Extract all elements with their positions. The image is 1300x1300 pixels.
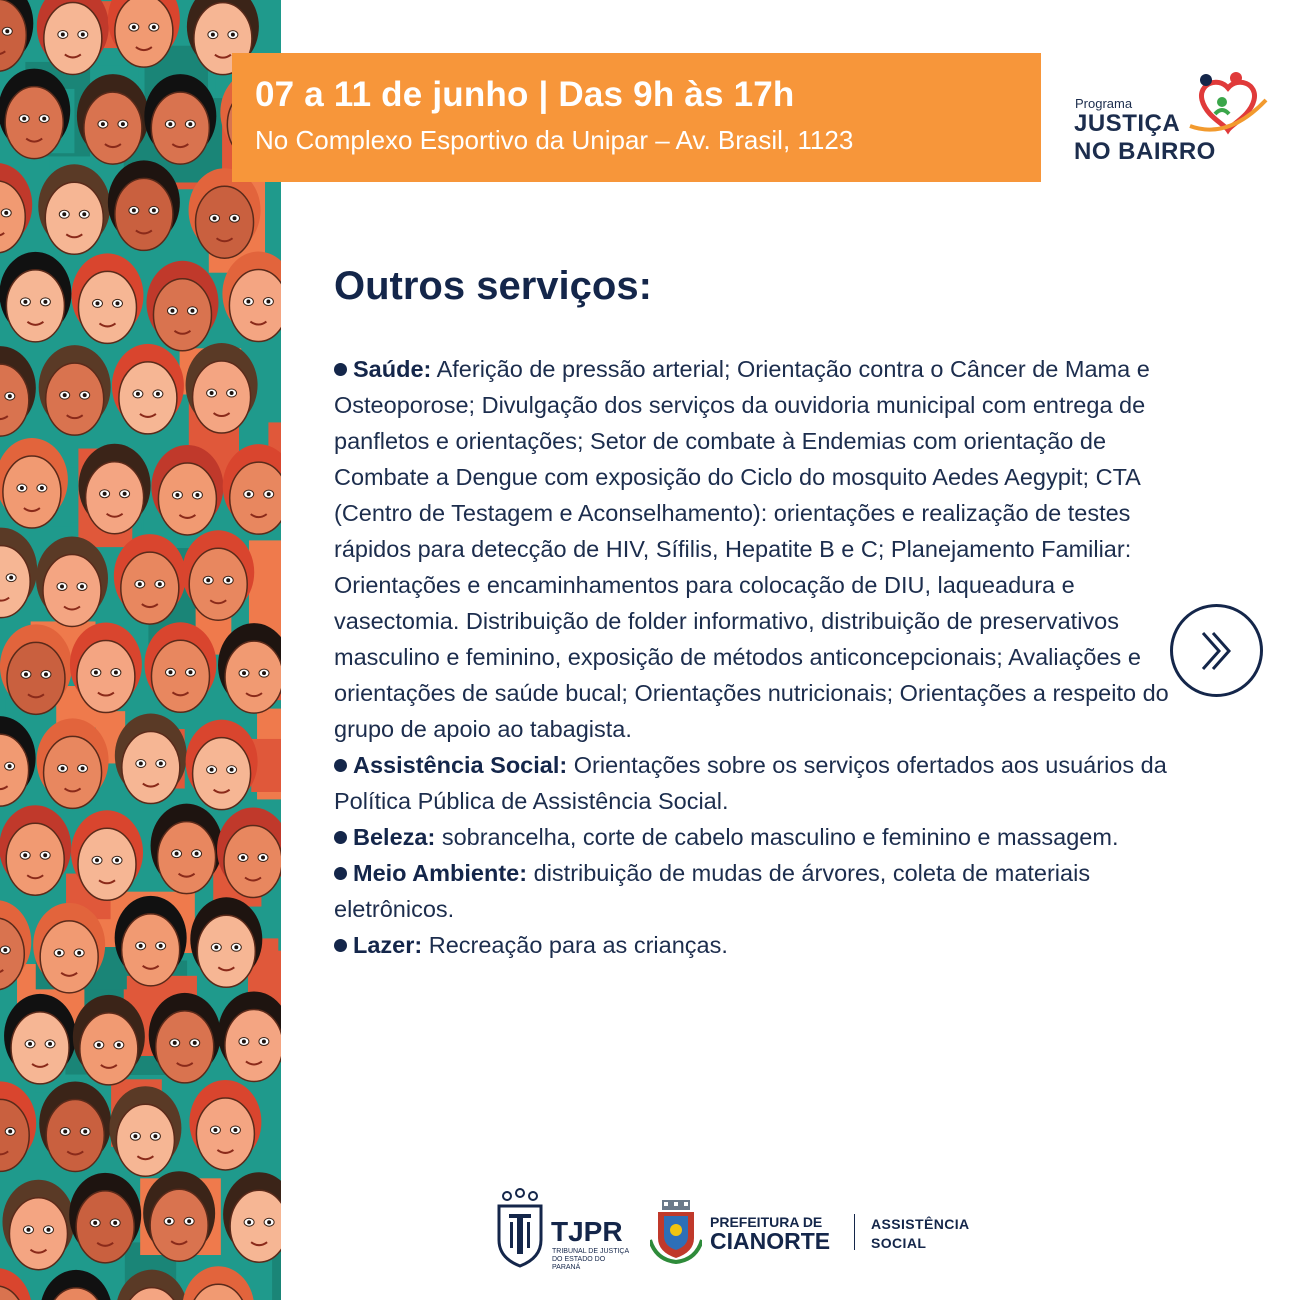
crowd-pupil — [167, 1219, 171, 1223]
crowd-face — [77, 641, 135, 713]
crowd-pupil — [3, 948, 7, 952]
crowd-face — [86, 462, 144, 534]
crowd-pupil — [23, 853, 27, 857]
crowd-pupil — [132, 208, 136, 212]
crowd-face — [229, 270, 281, 342]
crowd-pupil — [195, 852, 199, 856]
crowd-pupil — [83, 1129, 87, 1133]
crowd-pupil — [95, 301, 99, 305]
crowd-face — [189, 548, 247, 620]
cianorte-label: CIANORTE — [710, 1228, 831, 1254]
crowd-pupil — [139, 762, 143, 766]
crowd-pupil — [233, 1128, 237, 1132]
service-label: Meio Ambiente: — [353, 860, 528, 886]
prefeitura-label: PREFEITURA DE — [710, 1214, 823, 1230]
crowd-pupil — [242, 1039, 246, 1043]
service-text: Recreação para as crianças. — [422, 932, 728, 958]
bullet-icon — [334, 363, 347, 376]
crowd-face — [230, 1190, 281, 1262]
crowd-pupil — [139, 944, 143, 948]
crowd-face — [122, 732, 180, 804]
crowd-pupil — [231, 33, 235, 37]
crowd-pupil — [60, 584, 64, 588]
crowd-face — [44, 2, 102, 74]
crowd-pupil — [213, 1128, 217, 1132]
crowd-pupil — [80, 584, 84, 588]
crowd-pupil — [83, 393, 87, 397]
crowd-pupil — [8, 764, 12, 768]
crowd-pupil — [173, 1041, 177, 1045]
crowd-pupil — [61, 766, 65, 770]
list-item — [334, 747, 1179, 819]
crowd-pupil — [95, 858, 99, 862]
crowd-pupil — [77, 951, 81, 955]
crowd-pupil — [246, 300, 250, 304]
crowd-pupil — [114, 671, 118, 675]
tjpr-logo-text: TJPR — [551, 1216, 623, 1247]
crowd-pupil — [117, 1043, 121, 1047]
crowd-pupil — [48, 1042, 52, 1046]
crowd-face — [151, 92, 209, 164]
crowd-face — [5, 87, 63, 159]
crowd-pupil — [121, 122, 125, 126]
tjpr-subtitle: TRIBUNAL DE JUSTIÇA DO ESTADO DO PARANÁ — [552, 1248, 629, 1271]
crowd-pupil — [152, 25, 156, 29]
location-text: No Complexo Esportivo da Unipar – Av. Brasil, 1123 — [255, 125, 854, 155]
crowd-pupil — [24, 672, 28, 676]
crowd-pupil — [22, 117, 26, 121]
crowd-pupil — [23, 300, 27, 304]
date-banner — [232, 53, 1041, 182]
assistencia-label: ASSISTÊNCIA — [871, 1216, 970, 1232]
crowd-pupil — [266, 300, 270, 304]
crowd-face — [115, 0, 173, 67]
crowd-face — [43, 554, 101, 626]
crowd-pupil — [234, 945, 238, 949]
crowd-pupil — [210, 391, 214, 395]
bullet-icon — [334, 759, 347, 772]
list-item — [334, 855, 1179, 927]
crowd-pupil — [261, 856, 265, 860]
crowd-pupil — [8, 1129, 12, 1133]
crowd-face — [45, 182, 103, 254]
crowd-face — [224, 826, 281, 898]
crowd-pupil — [230, 391, 234, 395]
bullet-icon — [334, 831, 347, 844]
crowd-faces — [0, 0, 281, 1300]
crowd-pupil — [101, 122, 105, 126]
crowd-pupil — [63, 1129, 67, 1133]
crowd-pupil — [8, 394, 12, 398]
service-label: Saúde: — [353, 356, 432, 382]
crowd-pupil — [213, 216, 217, 220]
crowd-pupil — [153, 1134, 157, 1138]
crowd-pupil — [40, 486, 44, 490]
crowd-pupil — [132, 25, 136, 29]
crowd-pupil — [158, 582, 162, 586]
crowd-pupil — [62, 212, 66, 216]
crowd-pupil — [247, 492, 251, 496]
crowd-face — [225, 1009, 281, 1081]
crowd-pupil — [156, 392, 160, 396]
crowd-pupil — [262, 671, 266, 675]
crowd-pupil — [46, 1228, 50, 1232]
social-label: SOCIAL — [871, 1235, 927, 1251]
crowd-face — [122, 914, 180, 986]
crowd-face — [151, 640, 209, 712]
crowd-background-patch — [249, 540, 281, 636]
crowd-pupil — [133, 1134, 137, 1138]
bullet-icon — [334, 867, 347, 880]
program-title-line1: JUSTIÇA — [1074, 110, 1181, 137]
list-item — [334, 819, 1179, 855]
service-text: Aferição de pressão arterial; Orientação contra o Câncer de Mama e Osteoporose; Divulgação dos serviços da ouvidoria municipal com entrega de panfletos e orientações; Setor de combate à Endemias com orientação de Combate a Dengue com exposição do Ciclo do mosquito Aedes Aegypit; CTA (Centro de Testagem e Aconselhamento): orientações e realização de testes rápidos para detecção de HIV, Sífilis, Hepatite B e C; Planejamento Familiar: Orientações e encaminhamentos para colocação de DIU, laqueadura e vasectomia. Distribuição de folder informativo, distribuição de preservativos masculino e feminino, exposição de métodos anticoncepcionais; Avaliações e orientações de saúde bucal; Orientações nutricionais; Orientações a respeito do grupo de apoio ao tabagista. — [334, 356, 1169, 742]
crowd-pupil — [57, 951, 61, 955]
crowd-pupil — [170, 309, 174, 313]
crowd-face — [46, 363, 104, 435]
crowd-pupil — [187, 1219, 191, 1223]
crowd-pupil — [115, 858, 119, 862]
double-chevron-right-icon — [1193, 627, 1241, 675]
crowd-face — [84, 92, 142, 164]
crowd-pupil — [97, 1043, 101, 1047]
list-item — [334, 351, 1179, 747]
services-list — [334, 351, 1179, 963]
crowd-face — [225, 641, 281, 713]
service-text: Orientações sobre os serviços ofertados aos usuários da Política Pública de Assistência Social. — [334, 752, 1167, 814]
crowd-face — [78, 271, 136, 343]
crowd-face — [158, 463, 216, 535]
crowd-face — [115, 178, 173, 250]
crowd-face — [6, 823, 64, 895]
crowd-pupil — [267, 1220, 271, 1224]
list-item — [334, 927, 1179, 963]
crowd-pupil — [152, 208, 156, 212]
crowd-face — [80, 1013, 138, 1085]
crowd-pupil — [210, 768, 214, 772]
crowd-pupil — [9, 576, 13, 580]
date-time-text: 07 a 11 de junho | Das 9h às 17h — [255, 75, 795, 114]
crowd-face — [7, 642, 65, 714]
service-label: Assistência Social: — [353, 752, 568, 778]
crowd-pupil — [42, 117, 46, 121]
service-text: distribuição de mudas de árvores, coleta de materiais eletrônicos. — [334, 860, 1091, 922]
crowd-pupil — [267, 492, 271, 496]
crowd-pupil — [81, 766, 85, 770]
crowd-face — [9, 1198, 67, 1270]
crowd-pupil — [175, 852, 179, 856]
crowd-pupil — [226, 578, 230, 582]
crowd-face — [46, 1099, 104, 1171]
crowd-face — [116, 1104, 174, 1176]
crowd-pupil — [241, 856, 245, 860]
crowd-pupil — [4, 211, 8, 215]
crowd-pupil — [190, 309, 194, 313]
crowd-face — [153, 279, 211, 351]
crowd-pupil — [63, 393, 67, 397]
crowd-face — [158, 822, 216, 894]
crowd-pupil — [188, 122, 192, 126]
crowd-pupil — [168, 122, 172, 126]
crowd-face — [196, 186, 254, 258]
program-title-line2: NO BAIRRO — [1074, 138, 1216, 165]
crowd-pupil — [93, 1221, 97, 1225]
footer-logos — [495, 1188, 1015, 1271]
crowd-face — [230, 462, 281, 534]
crowd-pupil — [211, 33, 215, 37]
crowd-pupil — [233, 216, 237, 220]
crowd-pupil — [28, 1042, 32, 1046]
crowd-pupil — [159, 762, 163, 766]
program-label: Programa — [1075, 96, 1133, 111]
crowd-pupil — [242, 671, 246, 675]
crowd-face — [3, 456, 61, 528]
crowd-face — [156, 1011, 214, 1083]
crowd-pupil — [193, 1041, 197, 1045]
crowd-face — [78, 828, 136, 900]
crowd-illustration — [0, 0, 281, 1300]
crowd-pupil — [262, 1039, 266, 1043]
crowd-pupil — [214, 945, 218, 949]
cianorte-coat-of-arms-icon — [650, 1200, 702, 1264]
crowd-pupil — [230, 768, 234, 772]
divider — [854, 1214, 855, 1250]
crowd-pupil — [115, 301, 119, 305]
crowd-face — [40, 921, 98, 993]
crowd-pupil — [206, 578, 210, 582]
crowd-pupil — [136, 392, 140, 396]
crowd-pupil — [61, 32, 65, 36]
crowd-face — [121, 552, 179, 624]
service-label: Beleza: — [353, 824, 436, 850]
crowd-pupil — [247, 1220, 251, 1224]
tjpr-emblem-icon — [495, 1188, 545, 1268]
crowd-pupil — [20, 486, 24, 490]
crowd-pupil — [44, 672, 48, 676]
crowd-face — [44, 736, 102, 808]
crowd-face — [193, 738, 251, 810]
justica-no-bairro-logo — [1070, 70, 1270, 170]
crowd-face — [193, 361, 251, 433]
bullet-icon — [334, 939, 347, 952]
crowd-pupil — [175, 493, 179, 497]
crowd-face — [197, 915, 255, 987]
crowd-pupil — [195, 493, 199, 497]
family-heart-icon — [1188, 70, 1268, 136]
crowd-face — [119, 362, 177, 434]
crowd-pupil — [26, 1228, 30, 1232]
crowd-pupil — [103, 492, 107, 496]
crowd-pupil — [82, 212, 86, 216]
crowd-face — [6, 270, 64, 342]
crowd-pupil — [138, 582, 142, 586]
next-slide-button[interactable] — [1170, 604, 1263, 697]
page-title: Outros serviços: — [334, 264, 652, 308]
crowd-face — [76, 1191, 134, 1263]
crowd-pupil — [81, 32, 85, 36]
crowd-pupil — [159, 944, 163, 948]
crowd-pupil — [188, 670, 192, 674]
service-label: Lazer: — [353, 932, 423, 958]
crowd-face — [11, 1012, 69, 1084]
crowd-pupil — [43, 300, 47, 304]
crowd-pupil — [113, 1221, 117, 1225]
crowd-pupil — [168, 670, 172, 674]
crowd-pupil — [123, 492, 127, 496]
crowd-face — [196, 1098, 254, 1170]
crowd-pupil — [5, 29, 9, 33]
crowd-pupil — [43, 853, 47, 857]
crowd-face — [150, 1189, 208, 1261]
crowd-pupil — [94, 671, 98, 675]
service-text: sobrancelha, corte de cabelo masculino e feminino e massagem. — [435, 824, 1119, 850]
